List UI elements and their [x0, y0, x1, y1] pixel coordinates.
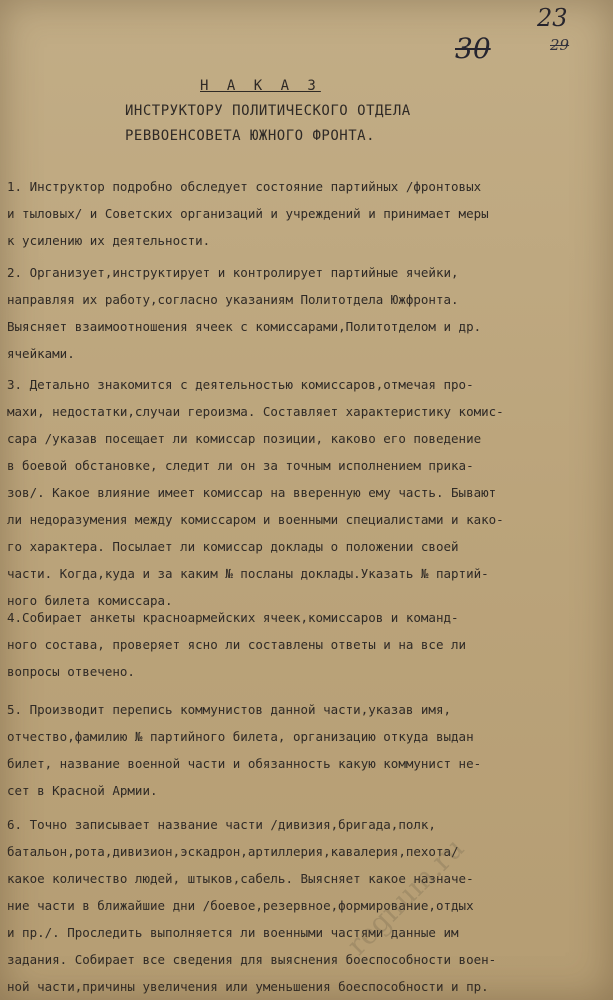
folio-number-old: 29	[550, 36, 570, 54]
folio-number-crossed: 30	[455, 32, 491, 65]
paragraph-2: 2. Организует,инструктирует и контролирует партийные ячейки, направляя их работу,согласно указаниям Политотдела Южфронта. Выясняет взаимоотношения ячеек с комиссарами,Политотделом и др. ячейками.	[7, 265, 482, 361]
paragraph-1: 1. Инструктор подробно обследует состояние партийных /фронтовых и тыловых/ и Советских организаций и учреждений и принимает меры к усилению их деятельности.	[7, 179, 489, 248]
paragraph-4: 4.Собирает анкеты красноармейских ячеек,комиссаров и команд- ного состава, проверяет ясно ли составлены ответы и на все ли вопросы отвечено.	[7, 610, 467, 679]
folio-number-current: 23	[537, 4, 568, 32]
paragraph-5: 5. Производит перепись коммунистов данной части,указав имя, отчество,фамилию № партийного билета, организацию откуда выдан билет, название военной части и обязанность какую коммунист не- сет в Красной Армии.	[7, 702, 482, 798]
paragraph-3: 3. Детально знакомится с деятельностью комиссаров,отмечая про- махи, недостатки,случаи героизма. Составляет характеристику комис- сара /указав посещает ли комиссар позиции, каково его поведение в боевой обстановке, следит ли он за точным исполнением прика- зов/. Какое влияние имеет комиссар на вверенную ему часть. Бывают ли недоразумения между комиссаром и военными специалистами и како- го характера. Посылает ли комиссар доклады о положении своей части. Когда,куда и за каким № посланы доклады.Указать № партий- ного билета комиссара.	[7, 377, 504, 608]
watermark: regnum.ru	[340, 831, 471, 962]
document-title: Н А К А З	[200, 78, 321, 94]
paragraph-6: 6. Точно записывает название части /дивизия,бригада,полк, батальон,рота,дивизион,эскадрон,артиллерия,кавалерия,пехота/ какое количество людей, штыков,сабель. Выясняет какое назначе- ние части в ближайшие дни /боевое,резервное,формирование,отдых и пр./. Проследить выполняется ли военными частями данные им задания. Собирает все сведения для выяснения боеспособности воен- ной части,причины увеличения или уменьшения боеспособности и пр.	[7, 817, 497, 994]
document-subtitle-line-1: ИНСТРУКТОРУ ПОЛИТИЧЕСКОГО ОТДЕЛА	[125, 103, 411, 119]
document-subtitle-line-2: РЕВВОЕНСОВЕТА ЮЖНОГО ФРОНТА.	[125, 128, 376, 144]
